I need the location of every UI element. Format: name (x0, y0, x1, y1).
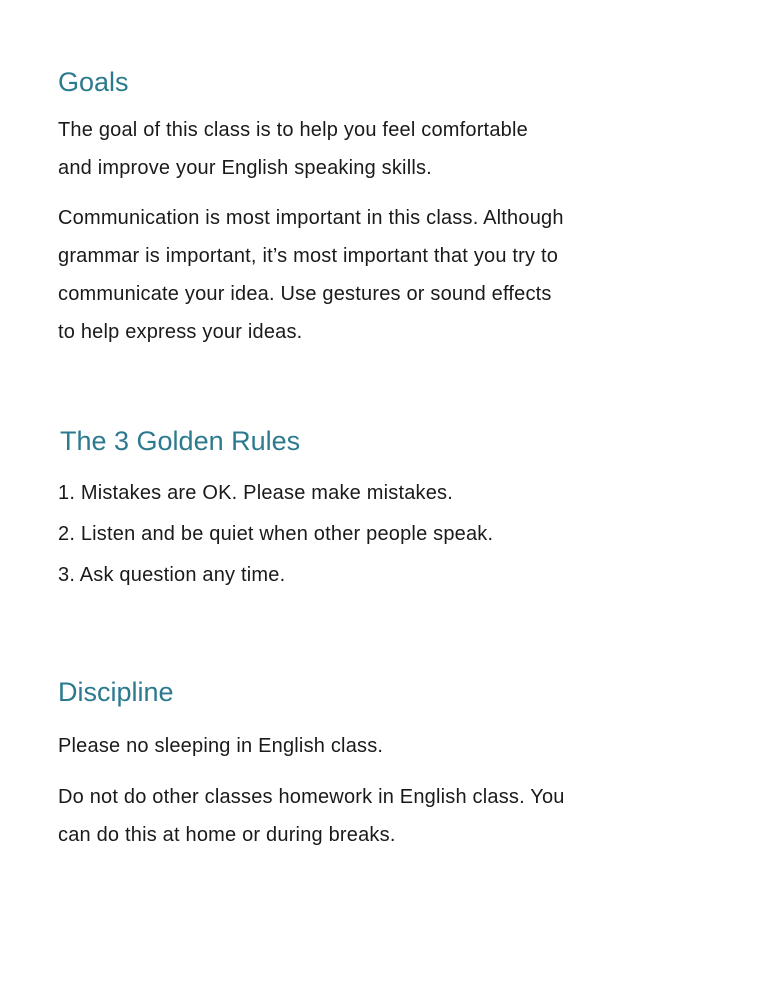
golden-rules-heading: The 3 Golden Rules (60, 426, 301, 456)
discipline-heading: Discipline (58, 677, 174, 707)
text-line: Do not do other classes homework in English class. You (58, 786, 565, 808)
discipline-paragraph-1: Please no sleeping in English class. (58, 735, 384, 757)
discipline-paragraph-2 (58, 778, 565, 854)
text-line: to help express your ideas. (58, 321, 303, 343)
text-line: grammar is important, it’s most important that you try to (58, 245, 559, 267)
goals-heading: Goals (58, 67, 129, 97)
text-line: and improve your English speaking skills. (58, 157, 432, 179)
rule-item-3: 3. Ask question any time. (58, 564, 286, 586)
text-line: can do this at home or during breaks. (58, 824, 396, 846)
text-line: The goal of this class is to help you feel comfortable (58, 119, 528, 141)
rule-item-1: 1. Mistakes are OK. Please make mistakes. (58, 482, 454, 504)
rule-item-2: 2. Listen and be quiet when other people speak. (58, 523, 494, 545)
text-line: communicate your idea. Use gestures or sound effects (58, 283, 552, 305)
goals-paragraph-1 (58, 111, 528, 187)
goals-paragraph-2 (58, 199, 564, 351)
text-line: Communication is most important in this class. Although (58, 207, 564, 229)
